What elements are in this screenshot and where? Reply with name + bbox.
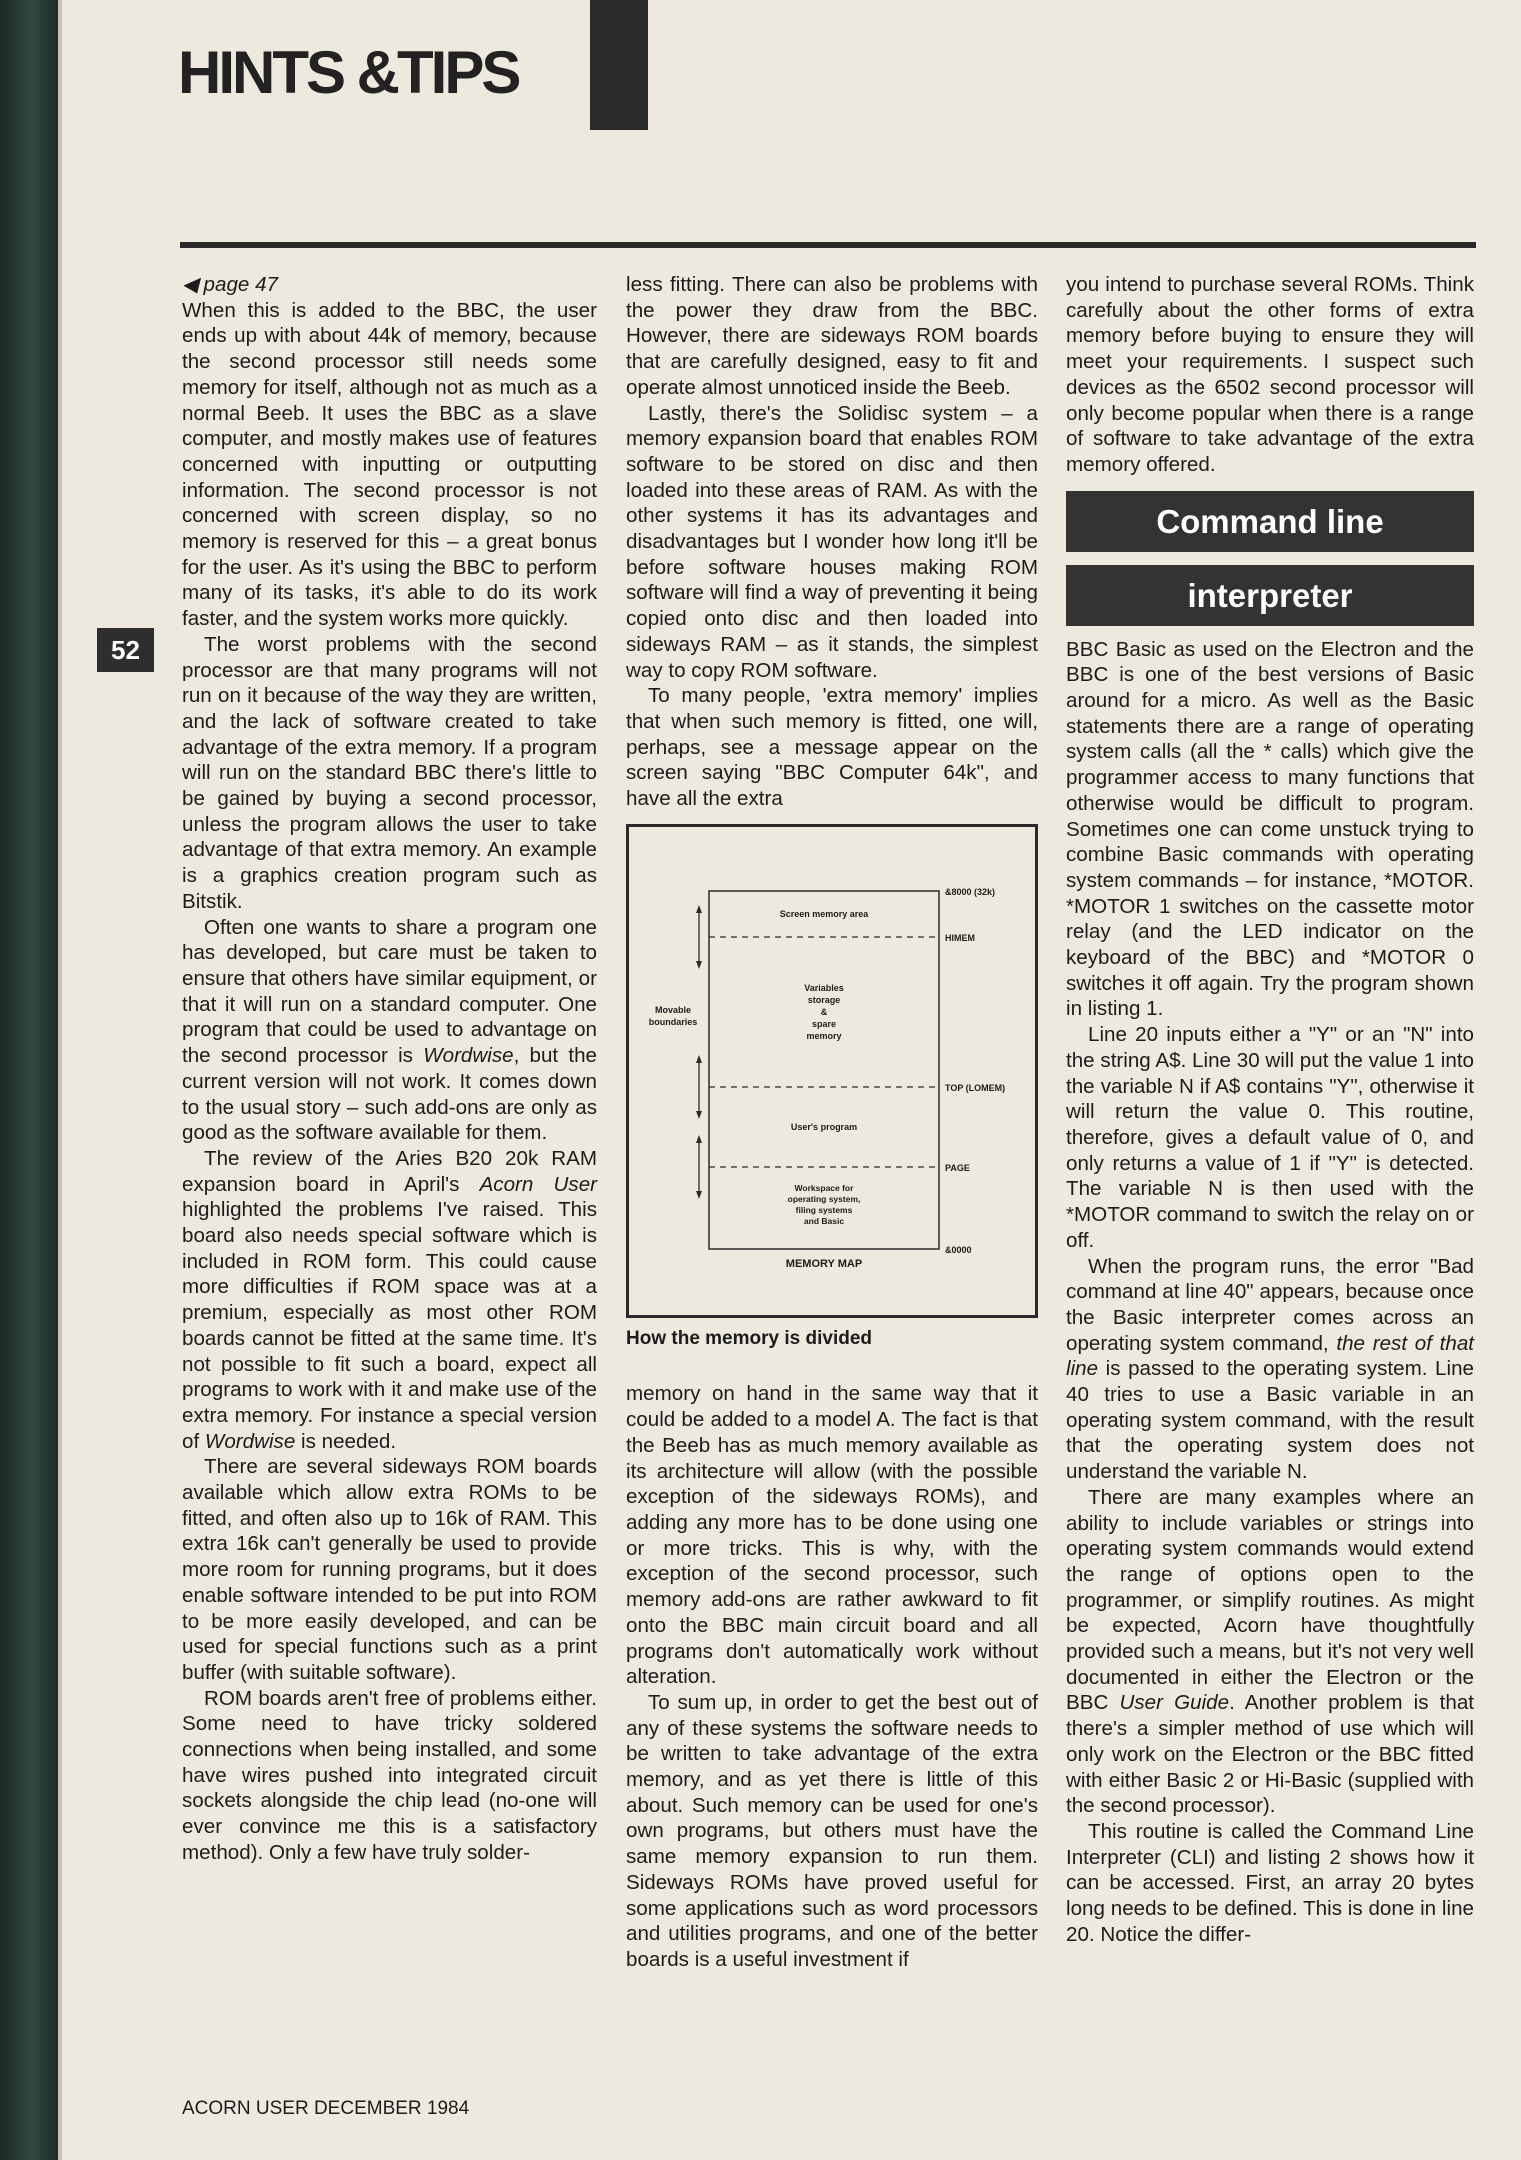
- page-label: PAGE: [945, 1162, 970, 1173]
- page-edge: [58, 0, 62, 2160]
- footer-issue: ACORN USER DECEMBER 1984: [182, 2098, 470, 2119]
- workspace-label: operating system,: [787, 1193, 861, 1204]
- variables-label: Variables: [804, 982, 844, 993]
- workspace-label: and Basic: [803, 1215, 845, 1226]
- paragraph: This routine is called the Command Line Interpreter (CLI) and listing 2 shows how it can be accessed. First, an array 20 bytes long needs to be defined. This is done in line 20. Notice the differ-: [1066, 1819, 1474, 1946]
- workspace-label: filing systems: [795, 1204, 853, 1215]
- paragraph: less fitting. There can also be problems with the power they draw from the BBC. However, there are sideways ROM boards that are carefully designed, easy to fit and operate almost unnoticed inside the Beeb.: [626, 273, 1038, 399]
- paragraph: When this is added to the BBC, the user ends up with about 44k of memory, because the second processor still needs some memory for itself, although not as much as a normal Beeb. It uses the BBC as a slave computer, and mostly makes use of features concerned with inputting or outputting information. The second processor is not concerned with screen display, so no memory is reserved for this – a great bonus for the user. As it's using the BBC to perform many of its tasks, it's able to do its work faster, and the system works more quickly.: [182, 298, 597, 631]
- himem-label: HIMEM: [945, 932, 975, 943]
- header-rule: [180, 242, 1476, 248]
- memory-map-figure: [626, 824, 1038, 1318]
- variables-label: storage: [807, 994, 841, 1005]
- paragraph: BBC Basic as used on the Electron and the BBC is one of the best versions of Basic around for a micro. As well as the Basic statements there are a range of operating system calls (all the * calls) which give the programmer access to many functions that otherwise would be difficult to program. Sometimes one can come unstuck trying to combine Basic commands with operating system commands – for instance, *MOTOR. *MOTOR 1 switches on the cassette motor relay (and the LED indicator on the keyboard of the BBC) and *MOTOR 0 switches it off again. Try the program shown in listing 1.: [1066, 637, 1474, 1021]
- workspace-label: Workspace for: [794, 1182, 854, 1193]
- article-column-1: [182, 272, 597, 1866]
- variables-label: &: [820, 1006, 828, 1017]
- section-heading-interpreter: interpreter: [1066, 565, 1474, 626]
- paragraph: The review of the Aries B20 20k RAM expansion board in April's Acorn User highlighted the problems I've raised. This board also needs special software which is included in ROM form. This could cause more difficulties if ROM space was at a premium, especially as most other ROM boards cannot be fitted at the same time. It's not possible to fit such a board, expect all programs to work with it and make use of the extra memory. For instance a special version of Wordwise is needed.: [182, 1146, 598, 1453]
- memory-map-title: MEMORY MAP: [785, 1257, 863, 1270]
- page-number-badge: 52: [97, 628, 154, 672]
- addr-0000-label: &0000: [945, 1244, 972, 1255]
- users-program-label: User's program: [790, 1121, 858, 1132]
- continued-from-ref: ◀ page 47: [182, 273, 279, 296]
- paragraph: ROM boards aren't free of problems either. Some need to have tricky soldered connections when being installed, and some have wires pushed into integrated circuit sockets alongside the chip lead (no-one will ever convince me this is a satisfactory method). Only a few have truly solder-: [182, 1686, 597, 1864]
- paragraph: Often one wants to share a program one has developed, but care must be taken to ensure that others have similar equipment, or that it will run on a standard computer. One program that could be used to advantage on the second processor is Wordwise, but the current version will not work. It comes down to the usual story – such add-ons are only as good as the software available for them.: [182, 915, 597, 1145]
- paragraph: Lastly, there's the Solidisc system – a memory expansion board that enables ROM software to be stored on disc and then loaded into these areas of RAM. As with the other systems it has its advantages and disadvantages but I wonder how long it'll be before software houses making ROM software will find a way of preventing it being copied onto disc and then loaded into sideways RAM – as it stands, the simplest way to copy ROM software.: [626, 401, 1038, 682]
- paragraph: When the program runs, the error "Bad command at line 40" appears, because once the Basic interpreter comes across an operating system command, the rest of that line is passed to the operating system. Line 40 tries to use a Basic variable in an operating system command, with the result that the operating system does not understand the variable N.: [1066, 1254, 1474, 1484]
- header-bar: [590, 0, 648, 130]
- top-lomem-label: TOP (LOMEM): [945, 1082, 1006, 1093]
- variables-label: spare: [811, 1018, 837, 1029]
- paragraph: you intend to purchase several ROMs. Think carefully about the other forms of extra memory before buying to ensure they will meet your requirements. I suspect such devices as the 6502 second processor will only become popular when there is a range of software to take advantage of the extra memory offered.: [1066, 273, 1474, 476]
- paragraph: There are several sideways ROM boards available which allow extra ROMs to be fitted, and often also up to 16k of RAM. This extra 16k can't generally be used to provide more room for running programs, but it does enable software intended to be put into ROM to be more easily developed, and can be used for special functions such as a print buffer (with suitable software).: [182, 1455, 597, 1684]
- section-heading-command-line: Command line: [1066, 491, 1474, 552]
- article-column-3: [1066, 272, 1474, 1947]
- paragraph: Line 20 inputs either a "Y" or an "N" into the string A$. Line 30 will put the value 1 into the variable N if A$ contains "Y", otherwise it will return the value 0. This routine, therefore, gives a default value of 0, and only returns a value of 1 if "Y" is detected. The variable N is then used with the *MOTOR command to switch the relay on or off.: [1066, 1023, 1474, 1252]
- paragraph: memory on hand in the same way that it could be added to a model A. The fact is that the Beeb has as much memory available as its architecture will allow (with the possible exception of the sideways ROMs), and adding any more has to be done using one or more tricks. This is why, with the exception of the second processor, such memory add-ons are rather awkward to fit onto the BBC main circuit board and all programs don't automatically work without alteration.: [626, 1382, 1038, 1689]
- screen-memory-label: Screen memory area: [779, 908, 869, 919]
- paragraph: The worst problems with the second processor are that many programs will not run on it because of the way they are written, and the lack of software created to take advantage of the extra memory. If a program will run on the standard BBC there's little to be gained by buying a second processor, unless the program allows the user to take advantage of that extra memory. An example is a graphics creation program such as Bitstik.: [182, 632, 597, 913]
- section-header-title: HINTS &TIPS: [178, 39, 519, 106]
- binding-spine: [0, 0, 58, 2160]
- paragraph: There are many examples where an ability to include variables or strings into operating system commands would extend the range of options open to the programmer, or simplify routines. As might be expected, Acorn have thoughtfully provided such a means, but it's not very well documented in either the Electron or the BBC User Guide. Another problem is that there's a simpler method of use which will only work on the Electron or the BBC fitted with either Basic 2 or Hi-Basic (supplied with the second processor).: [1066, 1485, 1474, 1818]
- movable-boundaries-label: boundaries: [648, 1016, 698, 1027]
- figure-caption: How the memory is divided: [626, 1327, 872, 1349]
- variables-label: memory: [806, 1030, 842, 1041]
- movable-boundaries-label: Movable: [654, 1004, 692, 1015]
- paragraph: To many people, 'extra memory' implies that when such memory is fitted, one will, perhaps, see a message appear on the screen saying "BBC Computer 64k", and have all the extra: [626, 684, 1038, 811]
- paragraph: To sum up, in order to get the best out of any of these systems the software needs to be written to take advantage of the extra memory, and as yet there is little of this about. Such memory can be used for one's own programs, but others must have the same memory expansion to run them. Sideways ROMs have proved useful for some applications such as word processors and utilities programs, and one of the better boards is a useful investment if: [626, 1690, 1038, 1971]
- addr-8000-label: &8000 (32k): [945, 886, 996, 897]
- article-column-2: [626, 272, 1038, 1973]
